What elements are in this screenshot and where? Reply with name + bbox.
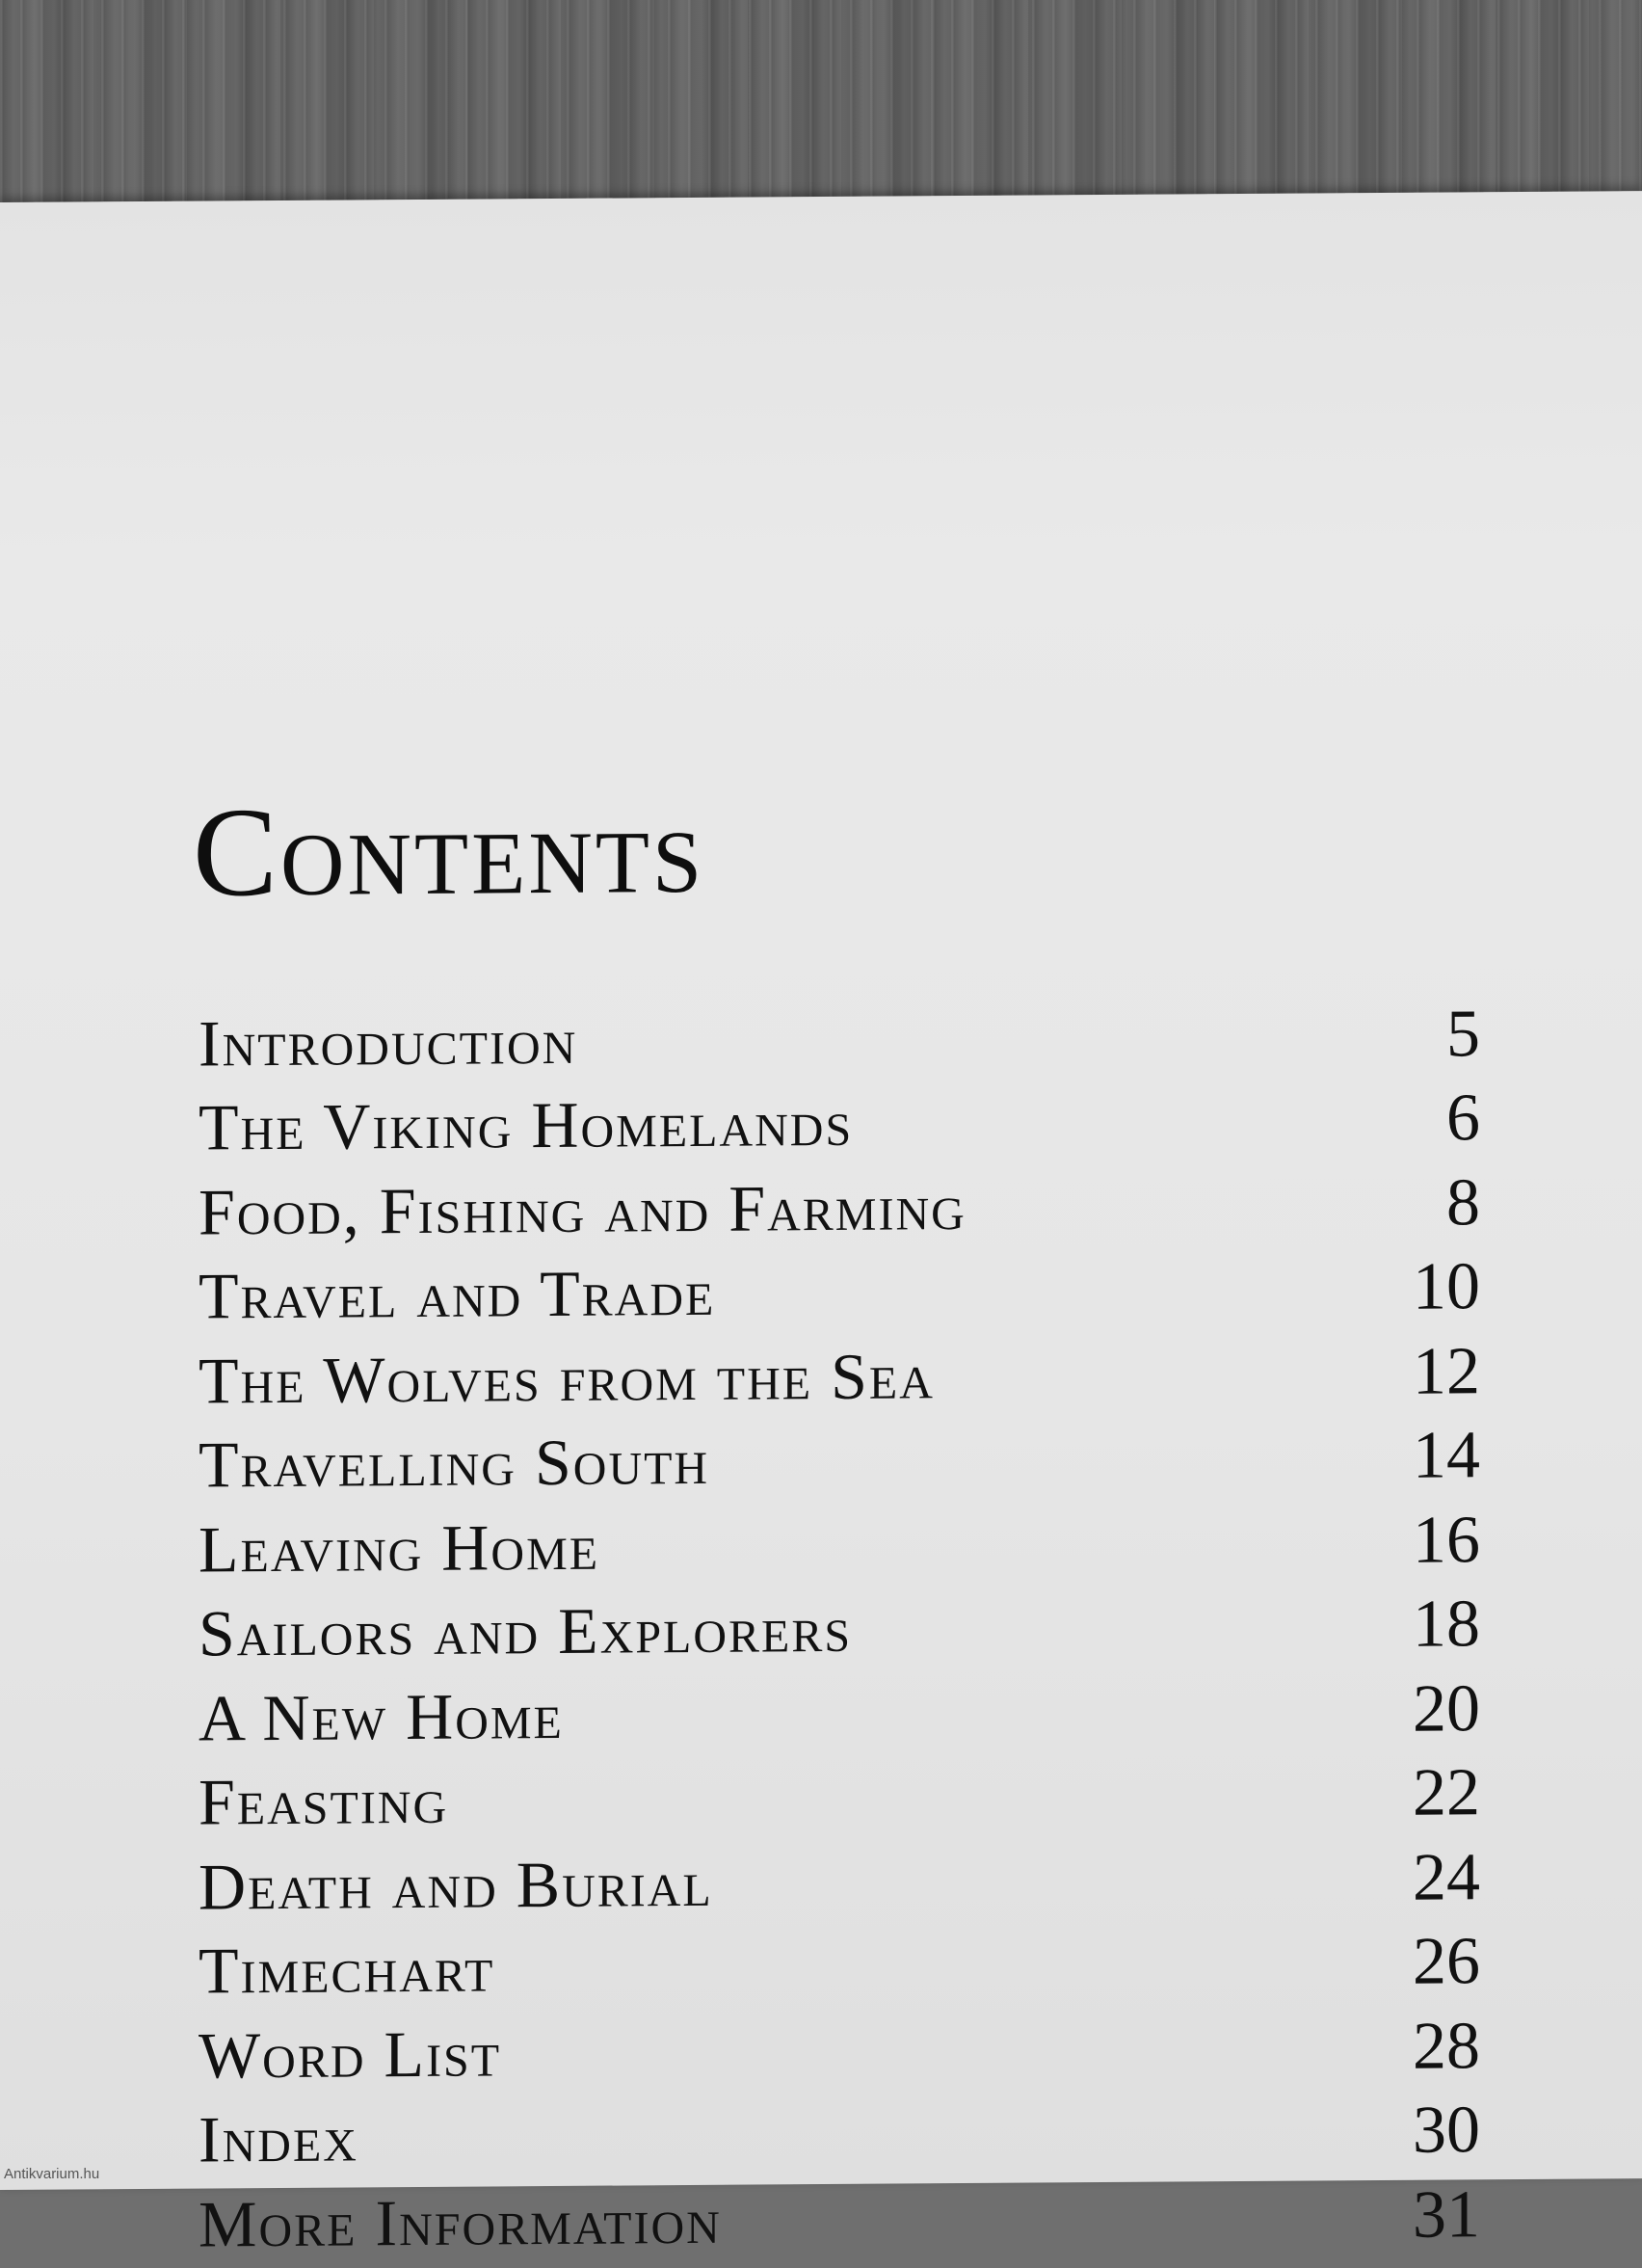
toc-entry-title: Timechart (199, 1932, 495, 2008)
toc-entry-title: The Viking Homelands (199, 1086, 854, 1164)
toc-entry-page: 6 (1446, 1081, 1480, 1156)
toc-entry (199, 1920, 1480, 2014)
toc-entry (199, 1583, 1480, 1676)
toc-entry-title: Index (199, 2101, 358, 2176)
toc-entry-page: 12 (1413, 1334, 1480, 1409)
toc-entry-page: 8 (1446, 1165, 1480, 1241)
toc-entry-title: The Wolves from the Sea (199, 1338, 935, 1418)
toc-entry-title: Sailors and Explorers (199, 1592, 853, 1670)
toc-entry-title: Travel and Trade (199, 1256, 716, 1333)
toc-entry-title: Word List (199, 2016, 502, 2093)
toc-entry-title: Feasting (199, 1764, 449, 1839)
toc-entry (199, 1245, 1480, 1339)
toc-entry-title: Travelling South (199, 1425, 710, 1502)
watermark: Antikvarium.hu (4, 2166, 100, 2182)
toc-entry-page: 22 (1413, 1755, 1480, 1831)
toc-entry (199, 1751, 1480, 1845)
toc-entry-page: 24 (1413, 1840, 1480, 1915)
toc-entry (199, 1667, 1480, 1760)
toc-entry-page: 14 (1413, 1418, 1480, 1494)
toc-entry-title: A New Home (199, 1678, 564, 1755)
page-title: Contents (193, 777, 705, 923)
toc-entry (199, 1077, 1480, 1170)
toc-entry-page: 26 (1413, 1924, 1480, 2000)
table-of-contents (199, 992, 1480, 2266)
toc-entry-page: 18 (1413, 1587, 1480, 1663)
toc-entry (199, 992, 1480, 1085)
toc-entry-title: More Information (199, 2183, 722, 2261)
toc-entry (199, 1835, 1480, 1929)
toc-entry-page: 28 (1413, 2009, 1480, 2084)
toc-entry-title: Introduction (199, 1003, 578, 1081)
toc-entry-title: Leaving Home (199, 1509, 600, 1587)
toc-entry-title: Death and Burial (199, 1846, 713, 1924)
toc-entry (199, 1414, 1480, 1508)
toc-entry (199, 2173, 1480, 2266)
book-page (0, 191, 1642, 2261)
toc-entry (199, 1329, 1480, 1423)
toc-entry-page: 20 (1413, 1671, 1480, 1747)
toc-entry-page: 5 (1446, 997, 1480, 1072)
toc-entry-title: Food, Fishing and Farming (199, 1169, 967, 1249)
toc-entry-page: 31 (1413, 2177, 1480, 2253)
toc-entry (199, 2004, 1480, 2097)
toc-entry (199, 1161, 1480, 1254)
toc-entry (199, 2089, 1480, 2182)
toc-entry (199, 1498, 1480, 1591)
toc-entry-page: 10 (1413, 1249, 1480, 1325)
toc-entry-page: 16 (1413, 1503, 1480, 1578)
toc-entry-page: 30 (1413, 2093, 1480, 2169)
